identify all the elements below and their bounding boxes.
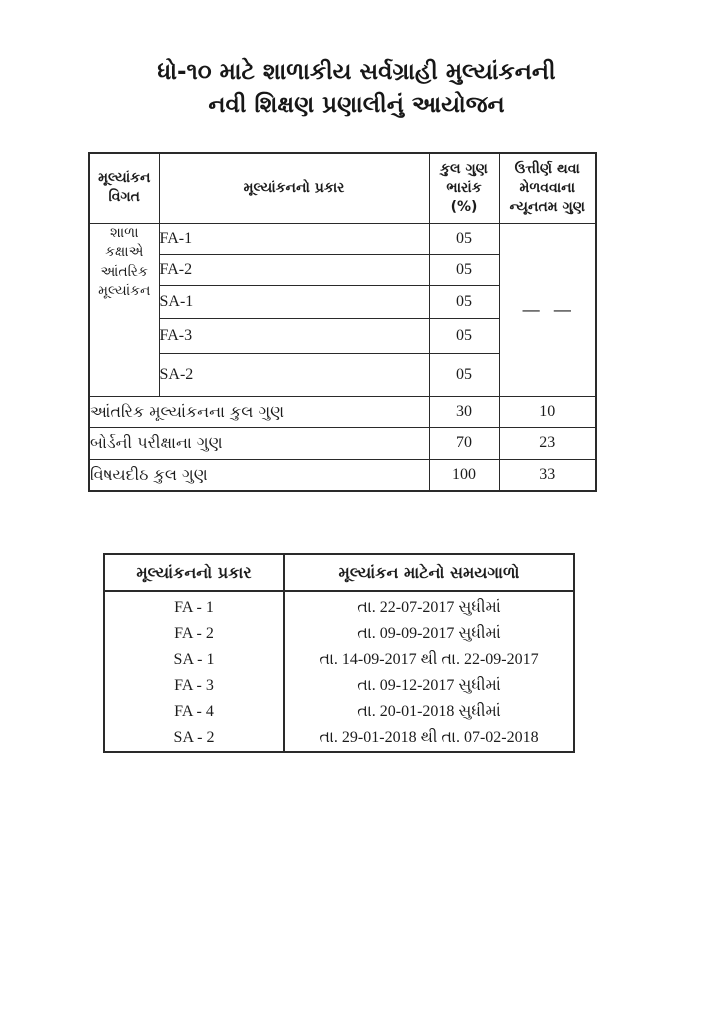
assessment-weight-cell: 05 [429,285,499,318]
marks-header-type: મૂલ્યાંકનનો પ્રકાર [159,153,429,223]
summary-weight-cell: 100 [429,459,499,491]
document-title-line1: ધો-૧૦ માટે શાળાકીય સર્વગ્રાહી મુલ્યાંકનની [157,59,556,85]
summary-label-cell: બોર્ડની પરીક્ષાના ગુણ [89,427,429,459]
marks-table [88,152,597,492]
schedule-period-cell: તા. 22-07-2017 સુધીમાં [357,599,501,616]
summary-row [89,427,596,459]
schedule-row [104,673,574,699]
assessment-weight-cell: 05 [429,353,499,396]
schedule-type-cell: FA - 1 [104,591,284,621]
assessment-type-cell: FA-1 [159,223,429,254]
schedule-row [104,725,574,752]
schedule-type-cell: FA - 2 [104,621,284,647]
assessment-weight-cell: 05 [429,223,499,254]
document-title-line2: નવી શિક્ષણ પ્રણાલીનું આયોજન [208,92,505,119]
assessment-type-cell: SA-2 [159,353,429,396]
schedule-period-cell: તા. 20-01-2018 સુધીમાં [357,703,501,720]
document-title [0,56,713,123]
summary-min-cell: 33 [499,459,596,491]
summary-row [89,396,596,427]
schedule-type-cell: FA - 4 [104,699,284,725]
summary-weight-cell: 70 [429,427,499,459]
schedule-table [103,553,575,753]
assessment-type-cell: SA-1 [159,285,429,318]
schedule-period-cell: તા. 09-12-2017 સુધીમાં [357,677,501,694]
schedule-period-cell: તા. 09-09-2017 સુધીમાં [357,625,501,642]
summary-min-cell: 23 [499,427,596,459]
schedule-row [104,621,574,647]
min-marks-merged-cell: — — [499,223,596,396]
assessment-type-cell: FA-3 [159,318,429,353]
marks-header-min-marks: ઉત્તીર્ણ થવા મેળવવાના ન્યૂનતમ ગુણ [499,153,596,223]
schedule-period-cell: તા. 14-09-2017 થી તા. 22-09-2017 [319,651,539,668]
schedule-type-cell: SA - 2 [104,725,284,752]
assessment-weight-cell: 05 [429,318,499,353]
marks-header-weight: કુલ ગુણ ભારાંક (%) [429,153,499,223]
schedule-period-cell: તા. 29-01-2018 થી તા. 07-02-2018 [319,729,539,746]
assessment-weight-cell: 05 [429,254,499,285]
summary-label-cell: વિષયદીઠ કુલ ગુણ [89,459,429,491]
summary-weight-cell: 30 [429,396,499,427]
schedule-header-row [104,554,574,591]
marks-table-header-row [89,153,596,223]
group-label-cell: શાળા કક્ષાએ આંતરિક મૂલ્યાંકન [89,223,159,396]
assessment-type-cell: FA-2 [159,254,429,285]
summary-label-cell: આંતરિક મૂલ્યાંકનના કુલ ગુણ [89,396,429,427]
schedule-type-cell: SA - 1 [104,647,284,673]
marks-header-detail: મૂલ્યાંકન વિગત [89,153,159,223]
schedule-header-type: મૂલ્યાંકનનો પ્રકાર [104,554,284,591]
schedule-header-period: મૂલ્યાંકન માટેનો સમયગાળો [284,554,574,591]
table-row [89,223,596,254]
schedule-row [104,591,574,621]
schedule-row [104,699,574,725]
schedule-row [104,647,574,673]
summary-row [89,459,596,491]
schedule-type-cell: FA - 3 [104,673,284,699]
summary-min-cell: 10 [499,396,596,427]
